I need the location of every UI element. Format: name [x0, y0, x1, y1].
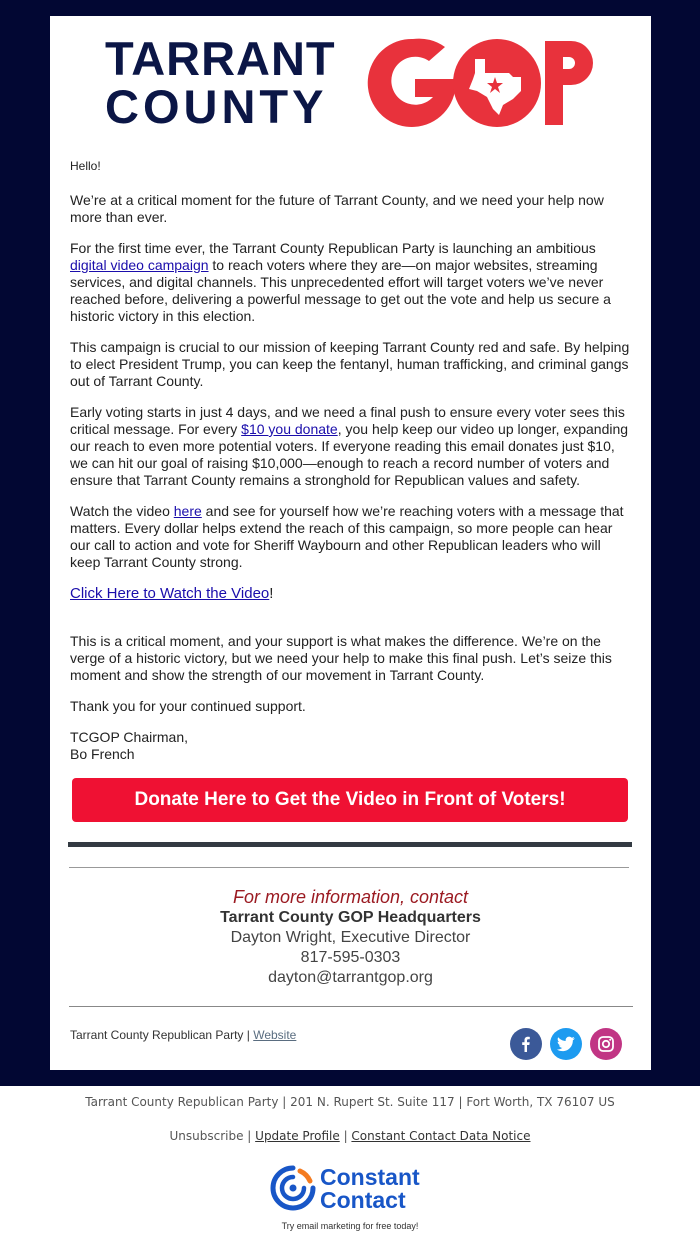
logo-text-tarrant: TARRANT	[105, 32, 336, 85]
paragraph-2	[70, 240, 632, 325]
signature-title: TCGOP Chairman,	[70, 729, 188, 745]
paragraph-2-text-start: For the first time ever, the Tarrant County Republican Party is launching an ambitious	[70, 240, 596, 256]
contact-org: Tarrant County GOP Headquarters	[220, 909, 481, 926]
facebook-icon[interactable]	[510, 1028, 542, 1060]
twitter-bird-icon	[557, 1036, 575, 1052]
footer-sep-2: |	[339, 1129, 352, 1143]
update-profile-link[interactable]: Update Profile	[255, 1129, 340, 1143]
tarrant-county-gop-logo	[105, 33, 605, 133]
paragraph-4	[70, 404, 632, 489]
greeting: Hello!	[70, 159, 101, 173]
unsubscribe-link[interactable]: Unsubscribe	[169, 1129, 244, 1143]
constant-contact-tagline: Try email marketing for free today!	[281, 1221, 419, 1231]
paragraph-4-text-end: , you help keep our video up longer, expanding our reach to even more potential voters. If everyone reading this email donates just $10, we can hit our goal of raising $10,000—enough to reach a record number of voters and ensure that Tarrant County remains a stronghold for Republican values and safety.	[70, 421, 629, 488]
footer-org: Tarrant County Republican Party	[70, 1028, 244, 1042]
constant-contact-logo[interactable]	[270, 1163, 440, 1213]
footer-links	[0, 1129, 700, 1143]
click-here-watch-video-link[interactable]: Click Here to Watch the Video	[70, 585, 270, 602]
contact-person: Dayton Wright, Executive Director	[230, 929, 471, 946]
twitter-icon[interactable]	[550, 1028, 582, 1060]
cc-line1: Constant	[320, 1164, 420, 1190]
card-footer-text	[70, 1028, 296, 1042]
contact-block	[50, 886, 651, 988]
constant-contact-swirl-icon	[270, 1165, 316, 1211]
website-link[interactable]: Website	[253, 1028, 297, 1042]
footer-separator: |	[243, 1028, 254, 1042]
contact-heading: For more information, contact	[232, 887, 469, 907]
watch-video-here-link[interactable]: here	[173, 503, 202, 519]
divider-thin	[69, 867, 629, 868]
donate-button[interactable]: Donate Here to Get the Video in Front of Voters!	[72, 778, 628, 822]
paragraph-7: Thank you for your continued support.	[70, 698, 306, 714]
paragraph-2-text-end: to reach voters where they are—on major websites, streaming services, and digital channels. This unprecedented effort will target voters we’ve never reached before, delivering a powerful message to get out the vote and help us secure a historic victory in this election.	[70, 257, 611, 324]
instagram-icon[interactable]	[590, 1028, 622, 1060]
footer-sep-1: |	[243, 1129, 256, 1143]
instagram-camera-icon	[597, 1035, 615, 1053]
footer-address: Tarrant County Republican Party | 201 N. Rupert St. Suite 117 | Fort Worth, TX 76107 US	[85, 1095, 615, 1109]
data-notice-link[interactable]: Constant Contact Data Notice	[351, 1129, 531, 1143]
paragraph-5-text-end: and see for yourself how we’re reaching voters with a message that matters. Every dollar helps extend the reach of this campaign, so more people can hear our call to action and vote for Sheriff Waybourn and other Republican leaders who will keep Tarrant County strong.	[70, 503, 624, 570]
contact-phone: 817-595-0303	[300, 949, 401, 966]
paragraph-5-text-start: Watch the video	[70, 503, 174, 519]
digital-video-campaign-link[interactable]: digital video campaign	[70, 257, 209, 273]
divider-thick	[68, 842, 632, 847]
signature	[70, 729, 632, 763]
contact-email: dayton@tarrantgop.org	[268, 969, 433, 986]
logo-text-county: COUNTY	[105, 80, 328, 133]
email-card	[50, 16, 651, 1070]
watch-video-paragraph	[70, 585, 632, 602]
email-body	[70, 158, 632, 777]
paragraph-3: This campaign is crucial to our mission of keeping Tarrant County red and safe. By helping to elect President Trump, you can keep the fentanyl, human trafficking, and criminal gangs out of Tarrant County.	[70, 339, 630, 389]
donate-10-link[interactable]: $10 you donate	[241, 421, 338, 437]
divider-thin-bottom	[69, 1006, 633, 1007]
watch-link-suffix: !	[269, 585, 274, 602]
paragraph-1: We’re at a critical moment for the future of Tarrant County, and we need your help now more than ever.	[70, 192, 604, 225]
facebook-glyph-icon	[518, 1036, 534, 1052]
cc-line2: Contact	[320, 1187, 406, 1213]
paragraph-4-text-start: Early voting starts in just 4 days, and we need a final push to ensure every voter sees this critical message. For every	[70, 404, 625, 437]
constant-contact-wordmark	[320, 1166, 420, 1212]
gop-logo-icon	[363, 33, 593, 133]
signature-name: Bo French	[70, 746, 135, 762]
paragraph-5	[70, 503, 632, 571]
paragraph-6: This is a critical moment, and your support is what makes the difference. We’re on the verge of a historic victory, but we need your help to make this final push. Let’s seize this moment and show the strength of our movement in Tarrant County.	[70, 633, 612, 683]
